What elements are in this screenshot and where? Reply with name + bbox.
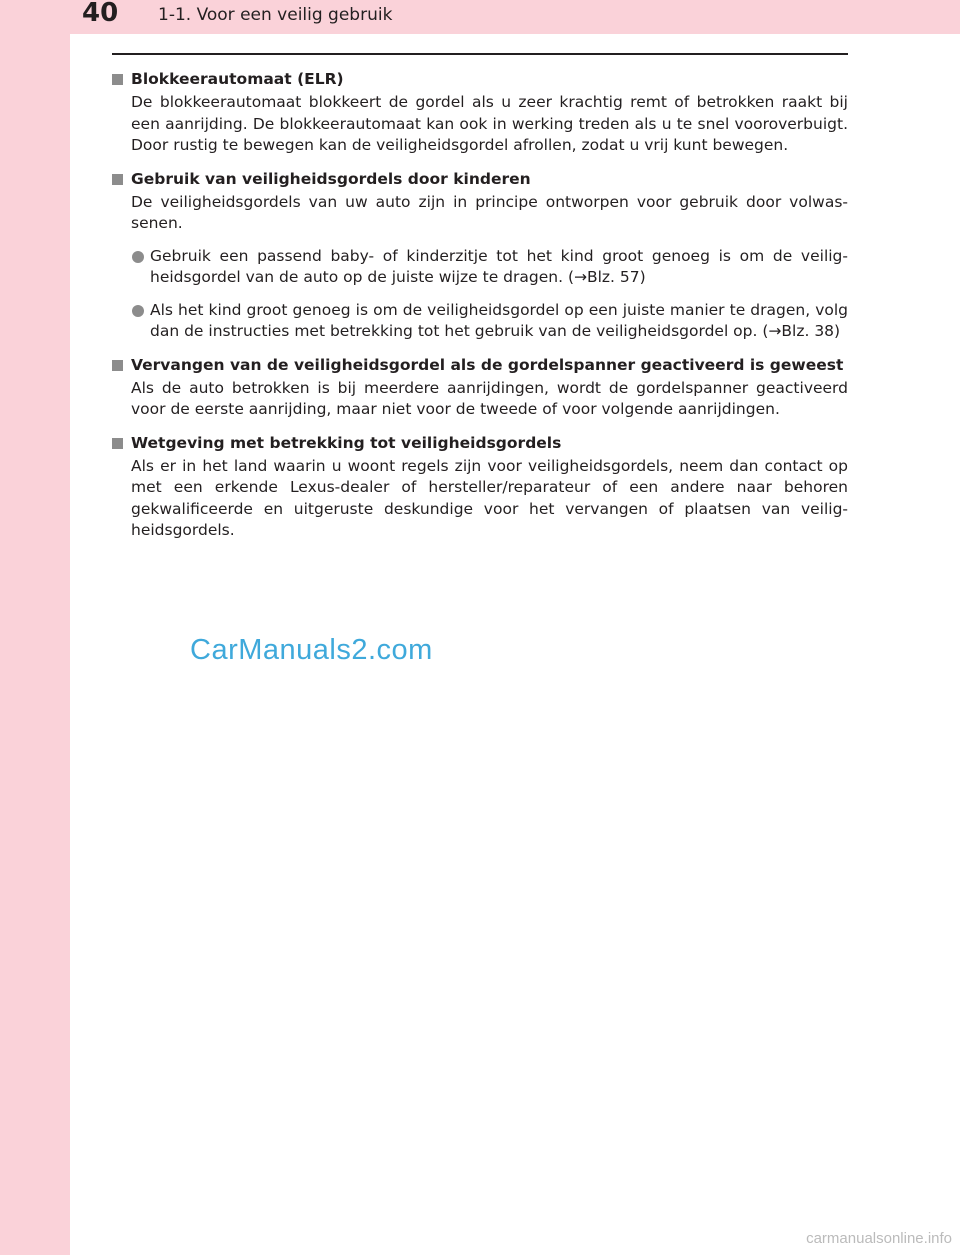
section-heading [112,354,848,376]
left-margin-band [0,0,70,1255]
page-content [112,68,848,553]
heading-text: Vervangen van de veiligheidsgordel als de gordelspanner geactiveerd is geweest [131,355,844,374]
section-heading [112,68,848,90]
section-heading [112,432,848,454]
list-item-text: Als het kind groot genoeg is om de veiligheidsgordel op een juiste manier te dragen, volg dan de instructies met betrekking tot het gebruik van de veiligheidsgordel op. (→Blz. 38) [150,300,848,340]
square-bullet-icon [112,174,123,185]
watermark-link[interactable]: CarManuals2.com [190,634,433,666]
section-paragraph: De veiligheidsgordels van uw auto zijn in principe ontworpen voor gebruik door volwassenen. [131,192,848,232]
circle-bullet-icon [132,251,144,263]
page-number: 40 [82,0,119,28]
list-item [112,300,848,343]
square-bullet-icon [112,360,123,371]
heading-text: Wetgeving met betrekking tot veiligheidsgordels [131,433,562,452]
header-rule [112,53,848,55]
section-paragraph: Als er in het land waarin u woont regels zijn voor veiligheidsgordels, neem dan contact op met een erkende Lexus-dealer of hersteller/reparateur of een andere naar behoren gekwalificeerde en uitgeruste deskundige voor het vervangen of plaatsen van veiligheidsgordels. [131,456,848,539]
heading-text: Gebruik van veiligheidsgordels door kinderen [131,169,531,188]
square-bullet-icon [112,438,123,449]
square-bullet-icon [112,74,123,85]
section-paragraph: Als de auto betrokken is bij meerdere aanrijdingen, wordt de gordelspanner geactiveerd voor de eerste aanrijding, maar niet voor de tweede of voor volgende aanrijdingen. [131,378,848,418]
list-item-text: Gebruik een passend baby- of kinderzitje tot het kind groot genoeg is om de veiligheidsgordel van de auto op de juiste wijze te dragen. (→Blz. 57) [150,246,848,286]
section-title: 1-1. Voor een veilig gebruik [158,5,393,25]
footer-watermark: carmanualsonline.info [806,1230,952,1247]
list-item [112,246,848,289]
header-band [0,0,960,34]
circle-bullet-icon [132,305,144,317]
section-heading [112,168,848,190]
heading-text: Blokkeerautomaat (ELR) [131,70,344,88]
section-paragraph: De blokkeerautomaat blokkeert de gordel als u zeer krachtig remt of betrokken raakt bij een aanrijding. De blokkeerautomaat kan ook in werking treden als u te snel vooroverbuigt. Door rustig te bewegen kan de veiligheidsgordel afrollen, zodat u vrij kunt bewegen. [131,93,848,154]
